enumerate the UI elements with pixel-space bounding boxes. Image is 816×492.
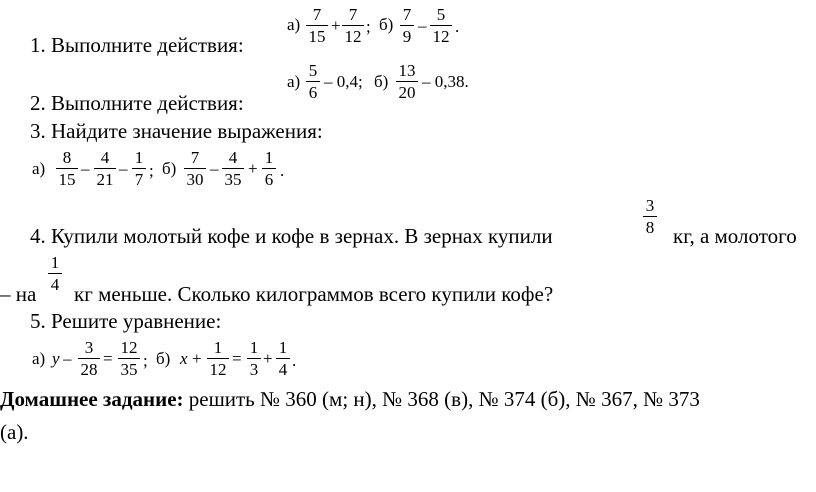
numerator: 4: [100, 148, 110, 167]
denominator: 30: [186, 170, 204, 189]
task-1-b-fraction-2: [430, 6, 452, 45]
task-5-a-equals: =: [103, 349, 113, 368]
task-2-b-fraction: [396, 62, 418, 101]
denominator: 35: [120, 360, 138, 379]
fraction-bar: [94, 168, 116, 169]
task-1-b-fraction-1: [400, 6, 414, 45]
denominator: 12: [344, 27, 362, 46]
numerator: 1: [278, 338, 288, 357]
numerator: 1: [213, 338, 223, 357]
fraction-bar: [56, 168, 78, 169]
numerator: 1: [50, 253, 60, 272]
task-3-a-fraction-3: [132, 149, 146, 188]
fraction-bar: [342, 25, 364, 26]
task-5-b-fraction-1: [207, 339, 229, 378]
task-5-b-operator-2: +: [263, 349, 273, 368]
task-4-text-1: 4. Купили молотый кофе и кофе в зернах. В зернах купили: [30, 224, 553, 248]
task-4-text-2: кг, а молотого: [673, 224, 797, 248]
denominator: 3: [249, 360, 259, 379]
task-4-fraction-one-quarter: [48, 254, 62, 293]
denominator: 6: [308, 83, 318, 102]
task-3-b-fraction-3: [262, 149, 276, 188]
task-5-separator: ;: [143, 351, 148, 370]
task-1-separator: ;: [366, 17, 371, 36]
task-1-text: 1. Выполните действия:: [30, 33, 244, 57]
task-3-end: .: [280, 161, 285, 180]
task-2-b-rest: – 0,38.: [422, 72, 469, 91]
task-3-b-operator-2: +: [248, 159, 258, 178]
denominator: 35: [224, 170, 242, 189]
denominator: 6: [264, 170, 274, 189]
denominator: 9: [402, 27, 412, 46]
denominator: 12: [209, 360, 227, 379]
numerator: 7: [348, 5, 358, 24]
task-5-text: 5. Решите уравнение:: [30, 309, 222, 333]
numerator: 1: [249, 338, 259, 357]
numerator: 7: [190, 148, 200, 167]
denominator: 4: [278, 360, 288, 379]
task-5-end: .: [292, 351, 297, 370]
task-5-a-operator: –: [63, 349, 72, 368]
task-5-b-fraction-2: [247, 339, 261, 378]
task-5-b-fraction-3: [276, 339, 290, 378]
denominator: 21: [96, 170, 114, 189]
fraction-bar: [132, 168, 146, 169]
homework-text-continued: (а).: [0, 420, 29, 444]
task-2-a-fraction: [306, 62, 320, 101]
denominator: 12: [432, 27, 450, 46]
task-5-a-fraction-2: [118, 339, 140, 378]
fraction-bar: [247, 358, 261, 359]
task-1-b-label: б): [379, 15, 394, 34]
numerator: 4: [228, 148, 238, 167]
task-3-b-fraction-1: [184, 149, 206, 188]
denominator: 28: [80, 360, 98, 379]
task-5-a-variable: y: [52, 349, 60, 368]
task-1-b-operator: –: [418, 16, 427, 35]
numerator: 5: [308, 61, 318, 80]
task-3-a-fraction-2: [94, 149, 116, 188]
task-5-b-equals: =: [232, 349, 242, 368]
fraction-bar: [306, 81, 320, 82]
task-4-text-3: – на: [0, 282, 37, 306]
fraction-bar: [396, 81, 418, 82]
fraction-bar: [78, 358, 100, 359]
task-4-fraction-three-eighths: [643, 197, 657, 236]
task-3-b-fraction-2: [222, 149, 244, 188]
numerator: 7: [402, 5, 412, 24]
fraction-bar: [400, 25, 414, 26]
task-5-a-fraction-1: [78, 339, 100, 378]
task-1-a-fraction-1: [306, 6, 328, 45]
task-2-a-rest: – 0,4;: [324, 72, 363, 91]
numerator: 8: [62, 148, 72, 167]
task-2-a-label: а): [287, 72, 301, 91]
denominator: 4: [50, 275, 60, 294]
denominator: 7: [134, 170, 144, 189]
task-1-a-label: а): [287, 15, 301, 34]
numerator: 5: [436, 5, 446, 24]
homework-label: Домашнее задание:: [0, 387, 184, 411]
task-5-b-label: б): [156, 349, 171, 368]
numerator: 1: [134, 148, 144, 167]
task-1-end: .: [455, 17, 460, 36]
denominator: 8: [645, 218, 655, 237]
task-2-b-label: б): [374, 72, 389, 91]
fraction-bar: [184, 168, 206, 169]
task-3-b-label: б): [162, 159, 177, 178]
homework-line: [0, 389, 700, 410]
denominator: 20: [398, 83, 416, 102]
task-3-text: 3. Найдите значение выражения:: [30, 119, 323, 143]
numerator: 13: [398, 61, 416, 80]
denominator: 15: [308, 27, 326, 46]
task-3-separator: ;: [149, 161, 154, 180]
fraction-bar: [276, 358, 290, 359]
numerator: 3: [645, 196, 655, 215]
task-3-a-fraction-1: [56, 149, 78, 188]
task-1-a-operator: +: [331, 16, 341, 35]
numerator: 1: [264, 148, 274, 167]
task-1-a-fraction-2: [342, 6, 364, 45]
numerator: 12: [120, 338, 138, 357]
homework-text: решить № 360 (м; н), № 368 (в), № 374 (б), № 367, № 373: [188, 387, 700, 411]
fraction-bar: [118, 358, 140, 359]
task-3-a-operator-2: –: [119, 159, 128, 178]
fraction-bar: [207, 358, 229, 359]
numerator: 7: [312, 5, 322, 24]
task-4-text-4: кг меньше. Сколько килограммов всего купили кофе?: [74, 282, 554, 306]
task-5-a-label: а): [32, 349, 46, 368]
fraction-bar: [262, 168, 276, 169]
task-3-a-label: а): [32, 159, 46, 178]
task-3-a-operator-1: –: [81, 159, 90, 178]
task-2-text: 2. Выполните действия:: [30, 91, 244, 115]
fraction-bar: [48, 273, 62, 274]
fraction-bar: [430, 25, 452, 26]
fraction-bar: [222, 168, 244, 169]
fraction-bar: [306, 25, 328, 26]
numerator: 3: [84, 338, 94, 357]
task-5-b-operator-1: +: [192, 349, 202, 368]
fraction-bar: [643, 216, 657, 217]
task-5-b-variable: x: [180, 349, 188, 368]
task-3-b-operator-1: –: [210, 159, 219, 178]
denominator: 15: [58, 170, 76, 189]
